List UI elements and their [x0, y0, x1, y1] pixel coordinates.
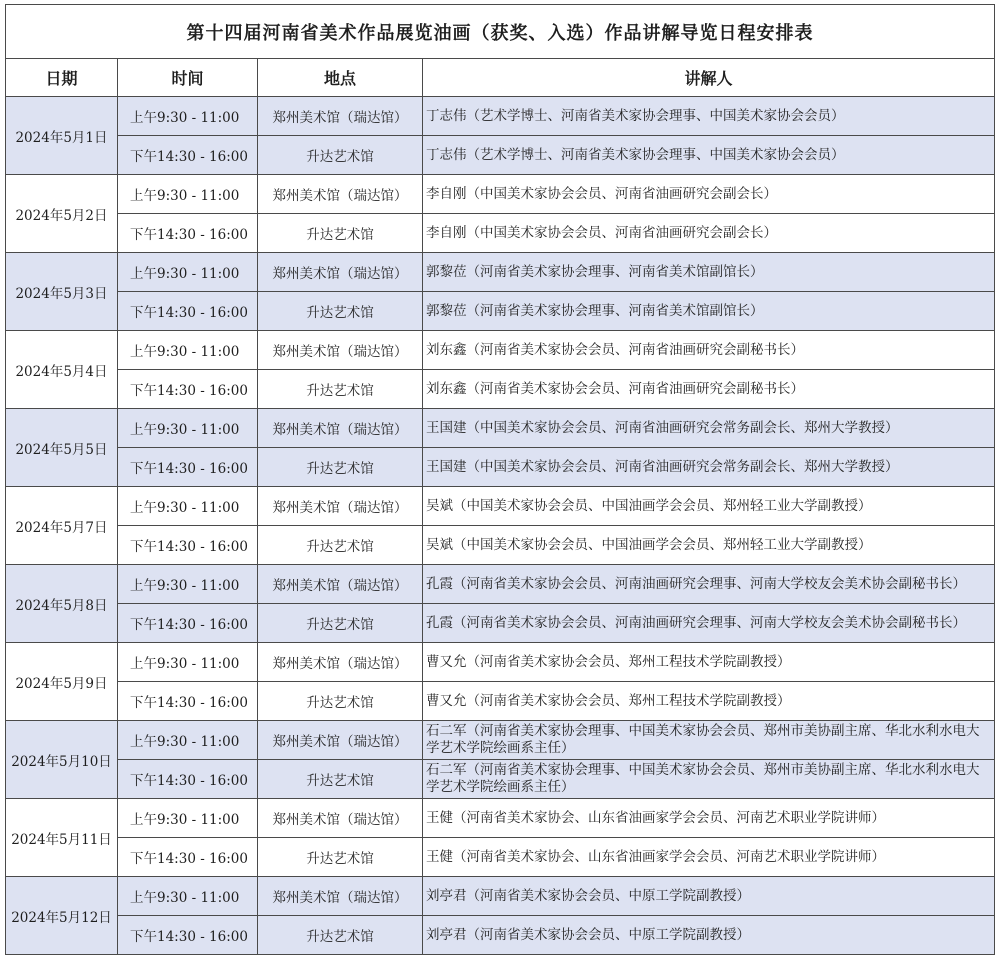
- table-row: [6, 370, 995, 409]
- table-row: [6, 877, 995, 916]
- table-row: [6, 565, 995, 604]
- guide-cell: 吴斌（中国美术家协会会员、中国油画学会会员、郑州轻工业大学副教授）: [423, 487, 995, 526]
- table-row: [6, 760, 995, 799]
- place-cell: 升达艺术馆: [258, 682, 423, 721]
- table-row: [6, 292, 995, 331]
- guide-cell: 王健（河南省美术家协会、山东省油画家学会会员、河南艺术职业学院讲师）: [423, 838, 995, 877]
- date-cell: 2024年5月10日: [6, 721, 118, 799]
- guide-cell: 丁志伟（艺术学博士、河南省美术家协会理事、中国美术家协会会员）: [423, 136, 995, 175]
- place-cell: 升达艺术馆: [258, 370, 423, 409]
- place-cell: 升达艺术馆: [258, 136, 423, 175]
- guide-cell: 刘东鑫（河南省美术家协会会员、河南省油画研究会副秘书长）: [423, 331, 995, 370]
- time-cell: 上午9:30 - 11:00: [118, 565, 258, 604]
- time-cell: 上午9:30 - 11:00: [118, 409, 258, 448]
- guide-cell: 吴斌（中国美术家协会会员、中国油画学会会员、郑州轻工业大学副教授）: [423, 526, 995, 565]
- place-cell: 郑州美术馆（瑞达馆）: [258, 721, 423, 760]
- guide-cell: 刘亭君（河南省美术家协会会员、中原工学院副教授）: [423, 916, 995, 955]
- place-cell: 郑州美术馆（瑞达馆）: [258, 97, 423, 136]
- table-row: [6, 799, 995, 838]
- table-row: [6, 331, 995, 370]
- time-cell: 下午14:30 - 16:00: [118, 682, 258, 721]
- date-cell: 2024年5月12日: [6, 877, 118, 955]
- table-row: [6, 409, 995, 448]
- guide-cell: 曹又允（河南省美术家协会会员、郑州工程技术学院副教授）: [423, 643, 995, 682]
- time-cell: 上午9:30 - 11:00: [118, 175, 258, 214]
- date-cell: 2024年5月9日: [6, 643, 118, 721]
- table-row: [6, 838, 995, 877]
- guide-cell: 王国建（中国美术家协会会员、河南省油画研究会常务副会长、郑州大学教授）: [423, 409, 995, 448]
- table-row: [6, 682, 995, 721]
- guide-cell: 曹又允（河南省美术家协会会员、郑州工程技术学院副教授）: [423, 682, 995, 721]
- table-row: [6, 916, 995, 955]
- date-cell: 2024年5月7日: [6, 487, 118, 565]
- table-row: [6, 721, 995, 760]
- time-cell: 上午9:30 - 11:00: [118, 643, 258, 682]
- place-cell: 郑州美术馆（瑞达馆）: [258, 175, 423, 214]
- place-cell: 郑州美术馆（瑞达馆）: [258, 877, 423, 916]
- time-cell: 下午14:30 - 16:00: [118, 916, 258, 955]
- time-cell: 上午9:30 - 11:00: [118, 331, 258, 370]
- header-row: [6, 59, 995, 97]
- table-row: [6, 136, 995, 175]
- guide-cell: 石二军（河南省美术家协会理事、中国美术家协会会员、郑州市美协副主席、华北水利水电大学艺术学院绘画系主任）: [423, 760, 995, 799]
- time-cell: 下午14:30 - 16:00: [118, 604, 258, 643]
- header-date: 日期: [6, 59, 118, 97]
- table-row: [6, 448, 995, 487]
- table-row: [6, 253, 995, 292]
- guide-cell: 刘东鑫（河南省美术家协会会员、河南省油画研究会副秘书长）: [423, 370, 995, 409]
- guide-cell: 孔霞（河南省美术家协会会员、河南油画研究会理事、河南大学校友会美术协会副秘书长）: [423, 565, 995, 604]
- time-cell: 下午14:30 - 16:00: [118, 214, 258, 253]
- table-row: [6, 526, 995, 565]
- table-row: [6, 97, 995, 136]
- place-cell: 升达艺术馆: [258, 838, 423, 877]
- date-cell: 2024年5月11日: [6, 799, 118, 877]
- time-cell: 下午14:30 - 16:00: [118, 838, 258, 877]
- header-time: 时间: [118, 59, 258, 97]
- time-cell: 上午9:30 - 11:00: [118, 877, 258, 916]
- place-cell: 升达艺术馆: [258, 916, 423, 955]
- time-cell: 上午9:30 - 11:00: [118, 97, 258, 136]
- schedule-body: [6, 97, 995, 955]
- header-place: 地点: [258, 59, 423, 97]
- guide-cell: 郭黎莅（河南省美术家协会理事、河南省美术馆副馆长）: [423, 253, 995, 292]
- guide-cell: 王国建（中国美术家协会会员、河南省油画研究会常务副会长、郑州大学教授）: [423, 448, 995, 487]
- table-row: [6, 604, 995, 643]
- table-title: 第十四届河南省美术作品展览油画（获奖、入选）作品讲解导览日程安排表: [6, 5, 995, 59]
- time-cell: 上午9:30 - 11:00: [118, 253, 258, 292]
- time-cell: 下午14:30 - 16:00: [118, 760, 258, 799]
- guide-cell: 石二军（河南省美术家协会理事、中国美术家协会会员、郑州市美协副主席、华北水利水电大学艺术学院绘画系主任）: [423, 721, 995, 760]
- time-cell: 下午14:30 - 16:00: [118, 370, 258, 409]
- date-cell: 2024年5月1日: [6, 97, 118, 175]
- place-cell: 升达艺术馆: [258, 214, 423, 253]
- table-row: [6, 214, 995, 253]
- date-cell: 2024年5月3日: [6, 253, 118, 331]
- time-cell: 下午14:30 - 16:00: [118, 448, 258, 487]
- guide-cell: 李自刚（中国美术家协会会员、河南省油画研究会副会长）: [423, 214, 995, 253]
- time-cell: 下午14:30 - 16:00: [118, 136, 258, 175]
- place-cell: 升达艺术馆: [258, 526, 423, 565]
- guide-cell: 王健（河南省美术家协会、山东省油画家学会会员、河南艺术职业学院讲师）: [423, 799, 995, 838]
- time-cell: 下午14:30 - 16:00: [118, 292, 258, 331]
- guide-cell: 郭黎莅（河南省美术家协会理事、河南省美术馆副馆长）: [423, 292, 995, 331]
- place-cell: 郑州美术馆（瑞达馆）: [258, 643, 423, 682]
- date-cell: 2024年5月4日: [6, 331, 118, 409]
- time-cell: 下午14:30 - 16:00: [118, 526, 258, 565]
- guide-cell: 丁志伟（艺术学博士、河南省美术家协会理事、中国美术家协会会员）: [423, 97, 995, 136]
- place-cell: 升达艺术馆: [258, 604, 423, 643]
- place-cell: 郑州美术馆（瑞达馆）: [258, 409, 423, 448]
- guide-cell: 李自刚（中国美术家协会会员、河南省油画研究会副会长）: [423, 175, 995, 214]
- table-row: [6, 643, 995, 682]
- time-cell: 上午9:30 - 11:00: [118, 799, 258, 838]
- date-cell: 2024年5月5日: [6, 409, 118, 487]
- place-cell: 升达艺术馆: [258, 448, 423, 487]
- schedule-document: [5, 4, 994, 955]
- header-guide: 讲解人: [423, 59, 995, 97]
- date-cell: 2024年5月2日: [6, 175, 118, 253]
- table-row: [6, 175, 995, 214]
- guide-cell: 刘亭君（河南省美术家协会会员、中原工学院副教授）: [423, 877, 995, 916]
- place-cell: 郑州美术馆（瑞达馆）: [258, 565, 423, 604]
- place-cell: 郑州美术馆（瑞达馆）: [258, 799, 423, 838]
- place-cell: 郑州美术馆（瑞达馆）: [258, 331, 423, 370]
- date-cell: 2024年5月8日: [6, 565, 118, 643]
- schedule-table: [5, 4, 995, 955]
- place-cell: 郑州美术馆（瑞达馆）: [258, 487, 423, 526]
- place-cell: 郑州美术馆（瑞达馆）: [258, 253, 423, 292]
- place-cell: 升达艺术馆: [258, 292, 423, 331]
- time-cell: 上午9:30 - 11:00: [118, 487, 258, 526]
- guide-cell: 孔霞（河南省美术家协会会员、河南油画研究会理事、河南大学校友会美术协会副秘书长）: [423, 604, 995, 643]
- table-row: [6, 487, 995, 526]
- place-cell: 升达艺术馆: [258, 760, 423, 799]
- time-cell: 上午9:30 - 11:00: [118, 721, 258, 760]
